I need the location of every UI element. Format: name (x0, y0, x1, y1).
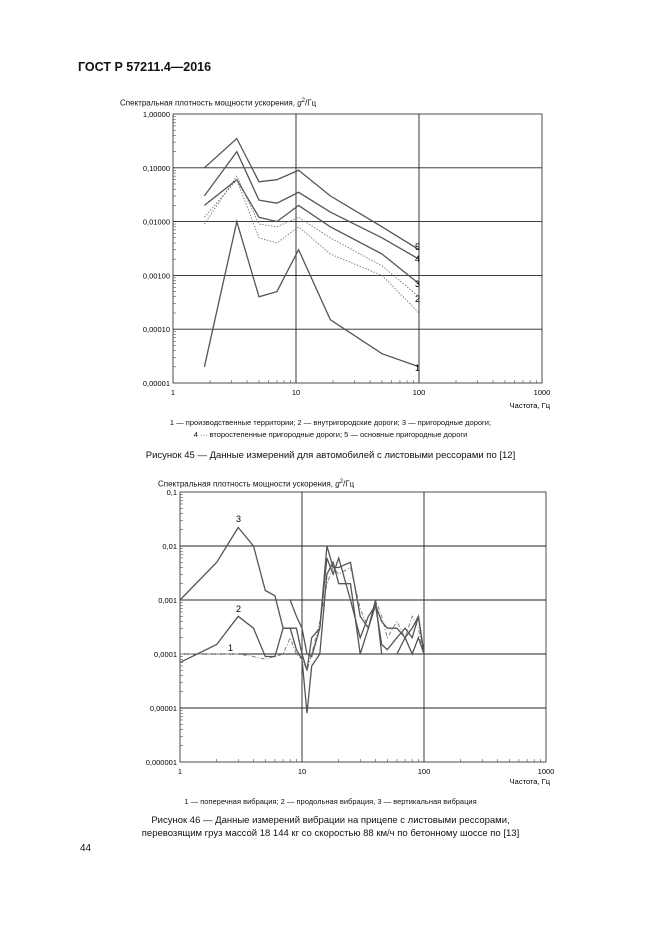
chart1-series-label-1: 1 (415, 363, 421, 373)
chart1-y-tick-label: 0,00001 (142, 379, 170, 388)
chart2-y-tick-label: 0,0001 (154, 650, 177, 659)
chart1-series-label-4: 4 (415, 254, 421, 264)
chart2-y-tick-label: 0,01 (162, 542, 177, 551)
chart1-frame (173, 114, 542, 383)
chart1-x-tick-label: 100 (412, 388, 426, 397)
doc-header: ГОСТ Р 57211.4—2016 (78, 60, 212, 74)
chart2-tick-labels (146, 488, 555, 776)
chart1-series-line-4 (204, 180, 419, 313)
chart1-ylabel: Спектральная плотность мощности ускорения, $g^2/Гц$ (120, 98, 317, 108)
chart1-xlabel: Частота, Гц (509, 401, 550, 410)
fig45-legend-line1: 1 — производственные территории; 2 — внутригородские дороги; 3 — пригородные дороги; (169, 418, 492, 427)
chart1-series-label-5: 5 (415, 242, 421, 252)
chart1-y-tick-label: 0,01000 (142, 217, 170, 227)
chart1-x-tick-label: 1000 (533, 388, 551, 397)
chart1-series-line-5 (204, 139, 419, 250)
chart2-x-tick-label: 10 (297, 767, 307, 776)
chart1-x-tick-label: 10 (291, 388, 301, 397)
chart2-y-tick-label: 0,000001 (145, 758, 177, 767)
chart1-x-tick-label: 1 (170, 388, 176, 397)
chart2-series-label-2: 2 (236, 604, 242, 614)
chart2-xlabel: Частота, Гц (509, 777, 550, 786)
page-number: 44 (80, 843, 92, 854)
chart2-ylabel: Спектральная плотность мощности ускорения, $g^2/Гц$ (158, 479, 355, 489)
chart1-series-line-1 (204, 222, 419, 367)
fig46-caption-line1: Рисунок 46 — Данные измерений вибрации на прицепе с листовыми рессорами, (151, 815, 510, 826)
chart1-series-line-3 (204, 180, 419, 284)
chart2-x-tick-label: 100 (417, 767, 431, 776)
chart1-y-tick-label: 0,00100 (142, 271, 170, 281)
chart2-y-tick-label: 0,00001 (149, 704, 177, 713)
chart2-x-tick-label: 1 (177, 767, 183, 776)
chart2-y-tick-label: 0,1 (166, 488, 177, 497)
fig46-caption-line2: перевозящим груз массой 18 144 кг со скоростью 88 км/ч по бетонному шоссе по [13] (141, 828, 520, 839)
chart1-tick-labels (143, 110, 550, 397)
chart1-series-group (204, 139, 419, 367)
fig46-legend: 1 — поперечная вибрация; 2 — продольная вибрация, 3 — вертикальная вибрация (184, 797, 477, 806)
chart1-grid (173, 114, 542, 383)
chart2-series-label-1: 1 (228, 643, 234, 653)
chart1-series-label-3: 3 (415, 279, 421, 289)
chart1-y-tick-label: 0,10000 (142, 163, 170, 173)
chart2-series-labels (228, 514, 241, 653)
chart1-y-tick-label: 1,00000 (142, 110, 170, 119)
chart1-series-label-2: 2 (415, 294, 421, 304)
fig45-caption: Рисунок 45 — Данные измерений для автомобилей с листовыми рессорами по [12] (145, 450, 516, 461)
fig45-legend-line2: 4 ··· второстепенные пригородные дороги; 5 — основные пригородные дороги (193, 430, 468, 439)
chart2-series-label-3: 3 (236, 514, 242, 524)
chart1-y-tick-label: 0,00010 (142, 325, 170, 335)
chart2-x-tick-label: 1000 (537, 767, 555, 776)
chart2-y-tick-label: 0,001 (158, 596, 177, 605)
